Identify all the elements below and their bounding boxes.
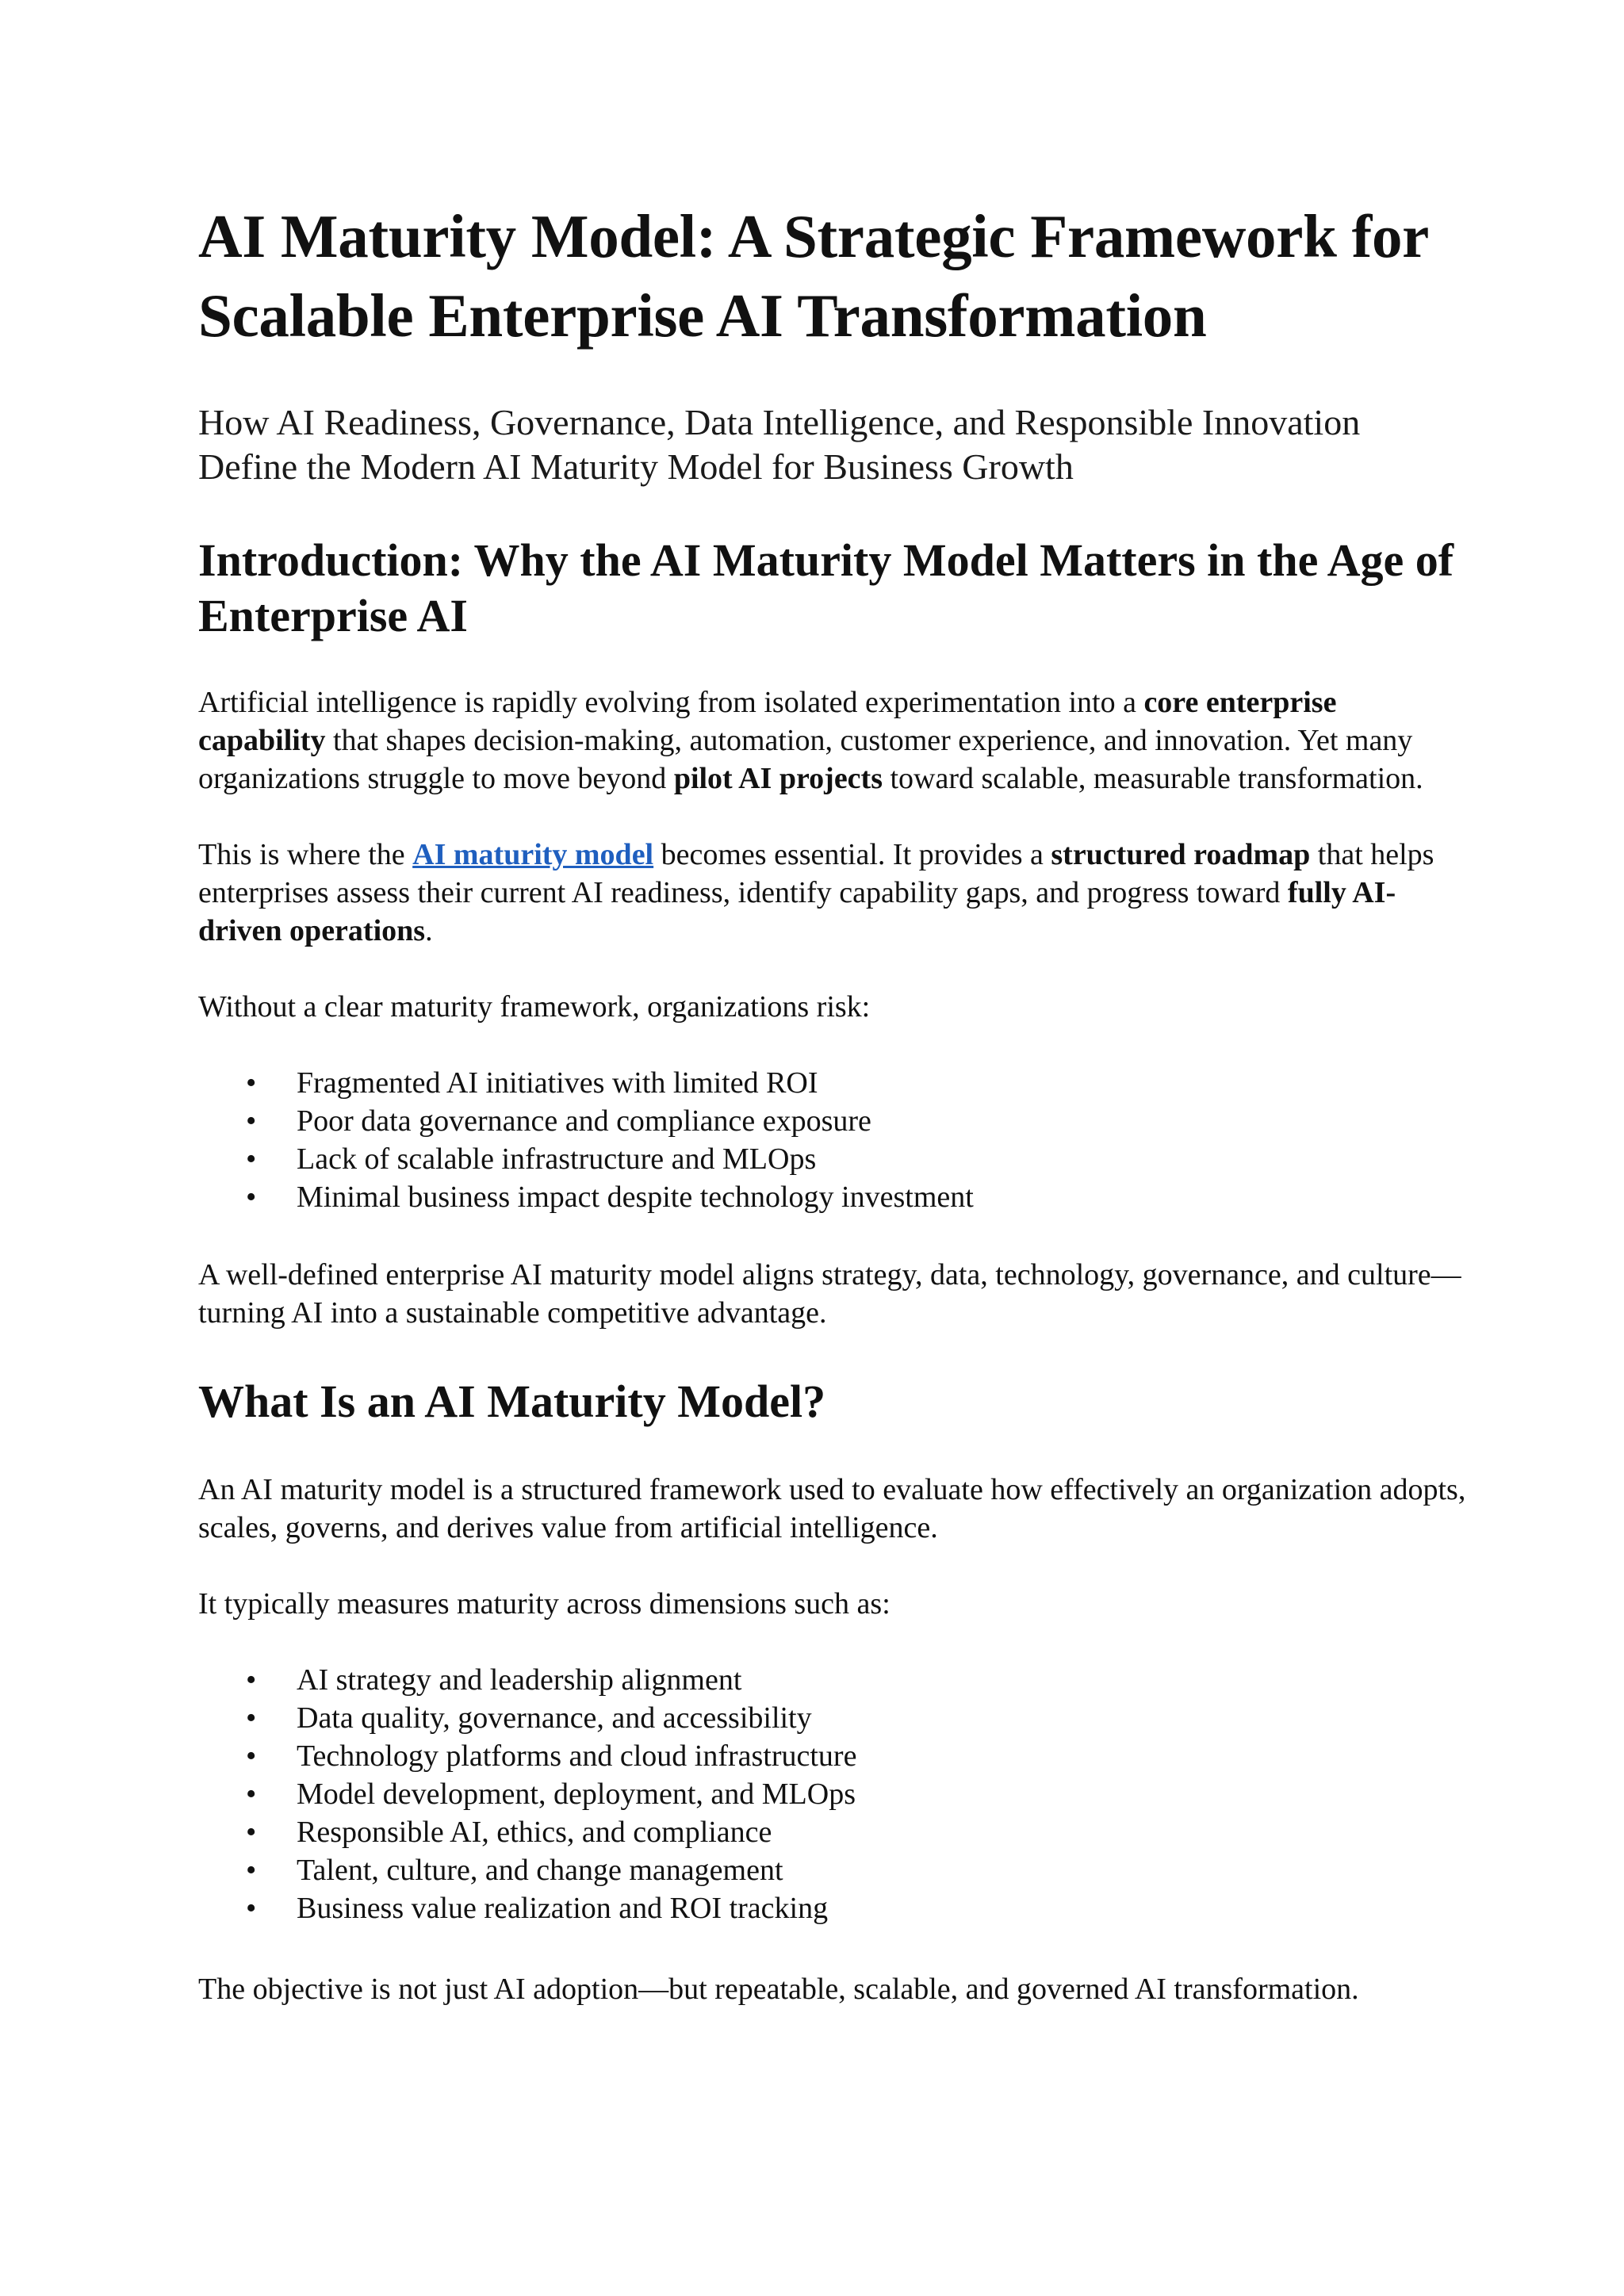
intro-paragraph-3: Without a clear maturity framework, organizations risk:: [198, 990, 871, 1024]
what-paragraph-3: The objective is not just AI adoption—but repeatable, scalable, and governed AI transformation.: [198, 1973, 1359, 2006]
what-heading: What Is an AI Maturity Model?: [198, 1376, 826, 1427]
intro-paragraph-4: A well-defined enterprise AI maturity model aligns strategy, data, technology, governance, and culture—turning AI into a sustainable competitive advantage.: [198, 1258, 1461, 1330]
list-item: • Minimal business impact despite technology investment: [198, 1178, 1467, 1216]
bold-structured-roadmap: structured roadmap: [1051, 838, 1311, 871]
intro-paragraph-1: Artificial intelligence is rapidly evolving from isolated experimentation into a core enterprise capability that shapes decision-making, automation, customer experience, and innovation. Yet many organizations struggle to move beyond pilot AI projects toward scalable, measurable transformation.: [198, 686, 1423, 795]
document-page: [198, 197, 1467, 2008]
list-item: • AI strategy and leadership alignment: [198, 1661, 1467, 1699]
ai-maturity-model-link[interactable]: AI maturity model: [412, 838, 654, 871]
bold-pilot-projects: pilot AI projects: [673, 762, 883, 795]
list-item: • Responsible AI, ethics, and compliance: [198, 1813, 1467, 1851]
document-subtitle: How AI Readiness, Governance, Data Intelligence, and Responsible Innovation Define the Modern AI Maturity Model for Business Growth: [198, 402, 1361, 487]
list-item: • Business value realization and ROI tracking: [198, 1889, 1467, 1927]
list-item: • Model development, deployment, and MLOps: [198, 1775, 1467, 1813]
list-item: • Fragmented AI initiatives with limited ROI: [198, 1064, 1467, 1102]
risks-list: [198, 1064, 1467, 1216]
list-item: • Lack of scalable infrastructure and MLOps: [198, 1140, 1467, 1178]
list-item: • Data quality, governance, and accessibility: [198, 1699, 1467, 1737]
document-title: AI Maturity Model: A Strategic Framework for Scalable Enterprise AI Transformation: [198, 202, 1428, 350]
what-paragraph-1: An AI maturity model is a structured framework used to evaluate how effectively an organization adopts, scales, governs, and derives value from artificial intelligence.: [198, 1473, 1466, 1544]
bold-core-capability: core enterprise capability: [198, 686, 1337, 757]
list-item: • Talent, culture, and change management: [198, 1851, 1467, 1889]
bold-ai-driven-operations: fully AI-driven operations: [198, 876, 1396, 947]
list-item: • Technology platforms and cloud infrastructure: [198, 1737, 1467, 1775]
what-paragraph-2: It typically measures maturity across dimensions such as:: [198, 1587, 891, 1621]
intro-heading: Introduction: Why the AI Maturity Model Matters in the Age of Enterprise AI: [198, 534, 1454, 641]
list-item: • Poor data governance and compliance exposure: [198, 1102, 1467, 1140]
dimensions-list: [198, 1661, 1467, 1927]
intro-paragraph-2: This is where the AI maturity model becomes essential. It provides a structured roadmap that helps enterprises assess their current AI readiness, identify capability gaps, and progress toward fully AI-driven operations.: [198, 838, 1434, 947]
